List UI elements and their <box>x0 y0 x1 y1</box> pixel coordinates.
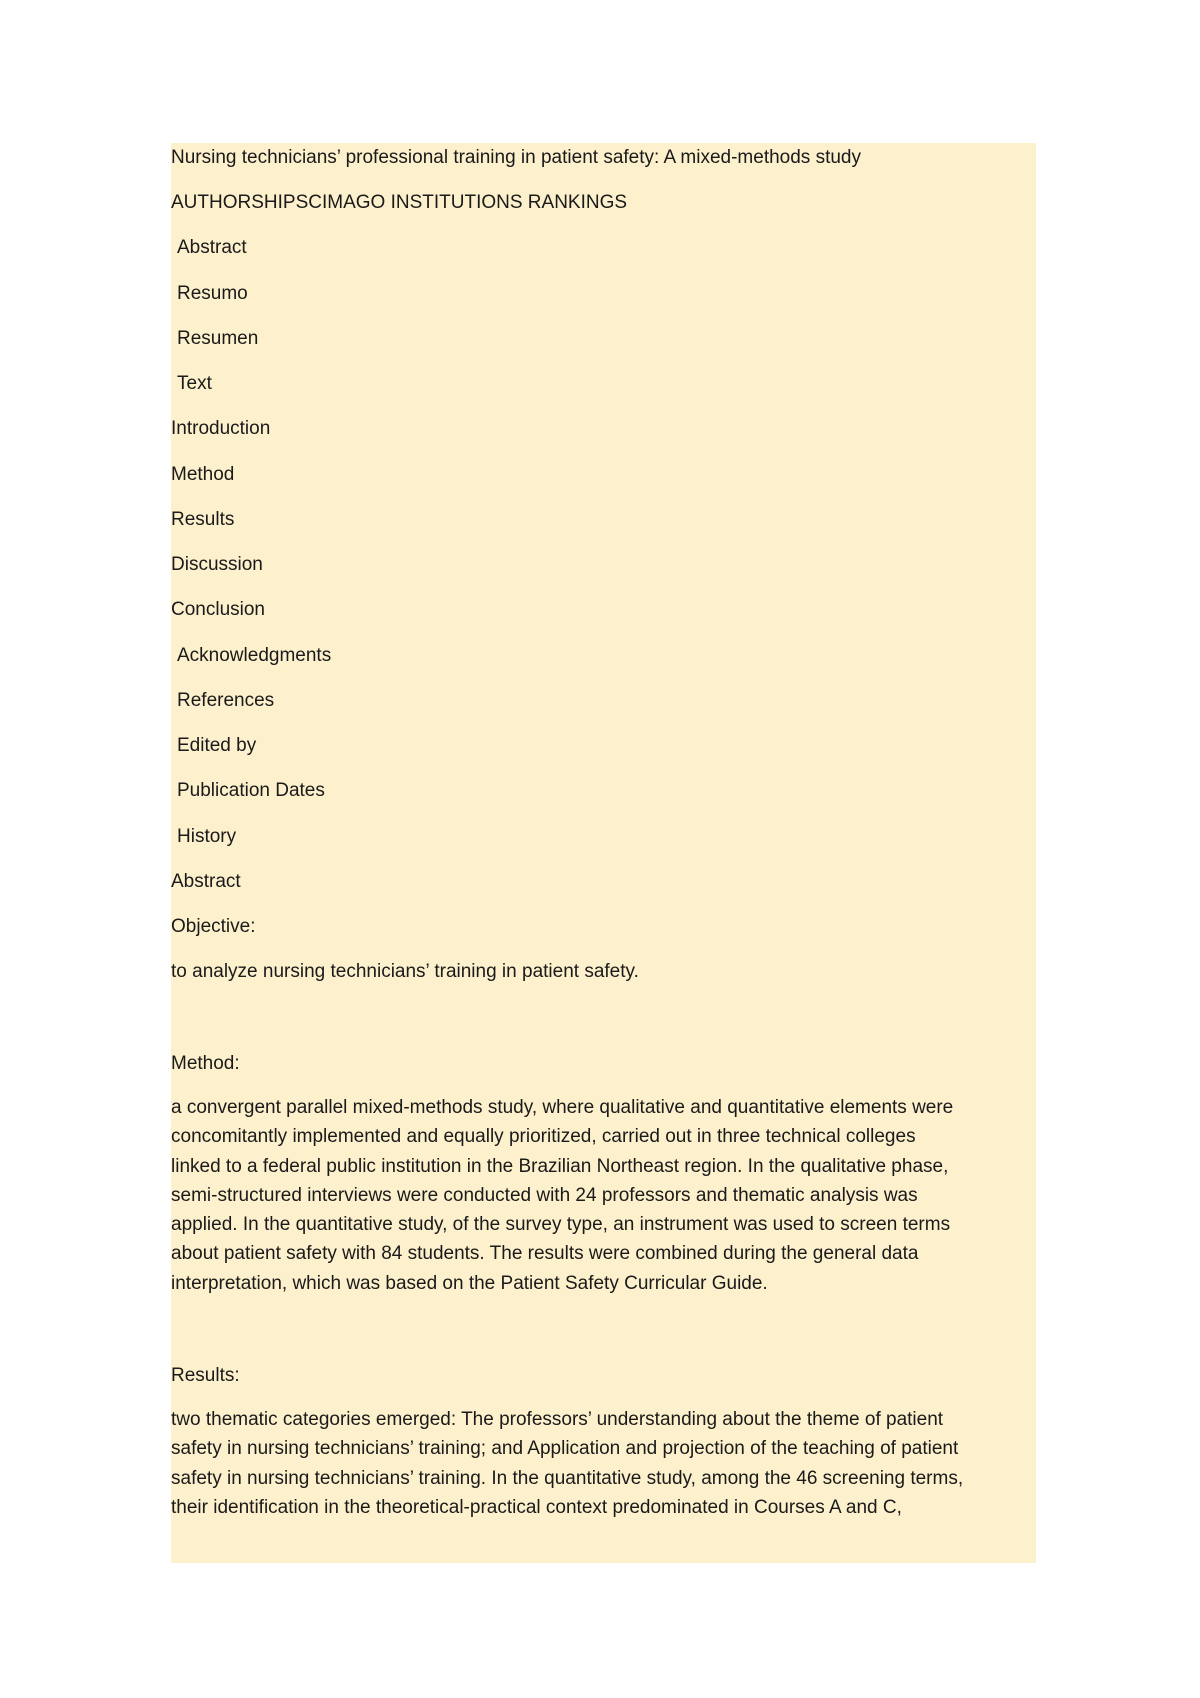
toc-conclusion[interactable]: Conclusion <box>171 599 265 620</box>
method-label: Method: <box>171 1053 240 1074</box>
toc-introduction[interactable]: Introduction <box>171 418 271 439</box>
objective-label: Objective: <box>171 916 256 937</box>
method-line: linked to a federal public institution in the Brazilian Northeast region. In the qualitative phase, <box>171 1155 949 1177</box>
results-line: their identification in the theoretical-practical context predominated in Courses A and C, <box>171 1496 902 1518</box>
results-line: safety in nursing technicians’ training; and Application and projection of the teaching of patient <box>171 1438 959 1460</box>
toc-abstract[interactable]: Abstract <box>177 237 247 258</box>
toc-references[interactable]: References <box>177 690 275 711</box>
abstract-heading: Abstract <box>171 871 241 892</box>
method-line: a convergent parallel mixed-methods study, where qualitative and quantitative elements were <box>171 1097 954 1118</box>
affiliation-links[interactable]: AUTHORSHIPSCIMAGO INSTITUTIONS RANKINGS <box>171 192 628 213</box>
document-page <box>171 143 1036 1563</box>
toc-resumen[interactable]: Resumen <box>177 328 259 349</box>
results-line: safety in nursing technicians’ training. In the quantitative study, among the 46 screening terms, <box>171 1467 964 1489</box>
results-label: Results: <box>171 1365 240 1386</box>
method-line: applied. In the quantitative study, of the survey type, an instrument was used to screen terms <box>171 1214 951 1236</box>
objective-text: to analyze nursing technicians’ training in patient safety. <box>171 961 639 982</box>
article-title: Nursing technicians’ professional training in patient safety: A mixed-methods study <box>171 147 861 168</box>
toc-publication-dates[interactable]: Publication Dates <box>177 780 325 801</box>
toc-results[interactable]: Results <box>171 509 235 530</box>
results-paragraph <box>171 1405 1031 1522</box>
method-paragraph <box>171 1093 1031 1298</box>
method-line: interpretation, which was based on the Patient Safety Curricular Guide. <box>171 1272 768 1294</box>
toc-resumo[interactable]: Resumo <box>177 283 248 304</box>
toc-edited-by[interactable]: Edited by <box>177 735 257 756</box>
toc-text[interactable]: Text <box>177 373 212 394</box>
toc-history[interactable]: History <box>177 826 237 847</box>
method-line: concomitantly implemented and equally prioritized, carried out in three technical colleges <box>171 1126 916 1148</box>
toc-discussion[interactable]: Discussion <box>171 554 263 575</box>
toc-method[interactable]: Method <box>171 464 235 485</box>
results-line: two thematic categories emerged: The professors’ understanding about the theme of patient <box>171 1409 944 1430</box>
method-line: semi-structured interviews were conducted with 24 professors and thematic analysis was <box>171 1184 918 1206</box>
toc-acknowledgments[interactable]: Acknowledgments <box>177 645 332 666</box>
method-line: about patient safety with 84 students. The results were combined during the general data <box>171 1243 919 1265</box>
